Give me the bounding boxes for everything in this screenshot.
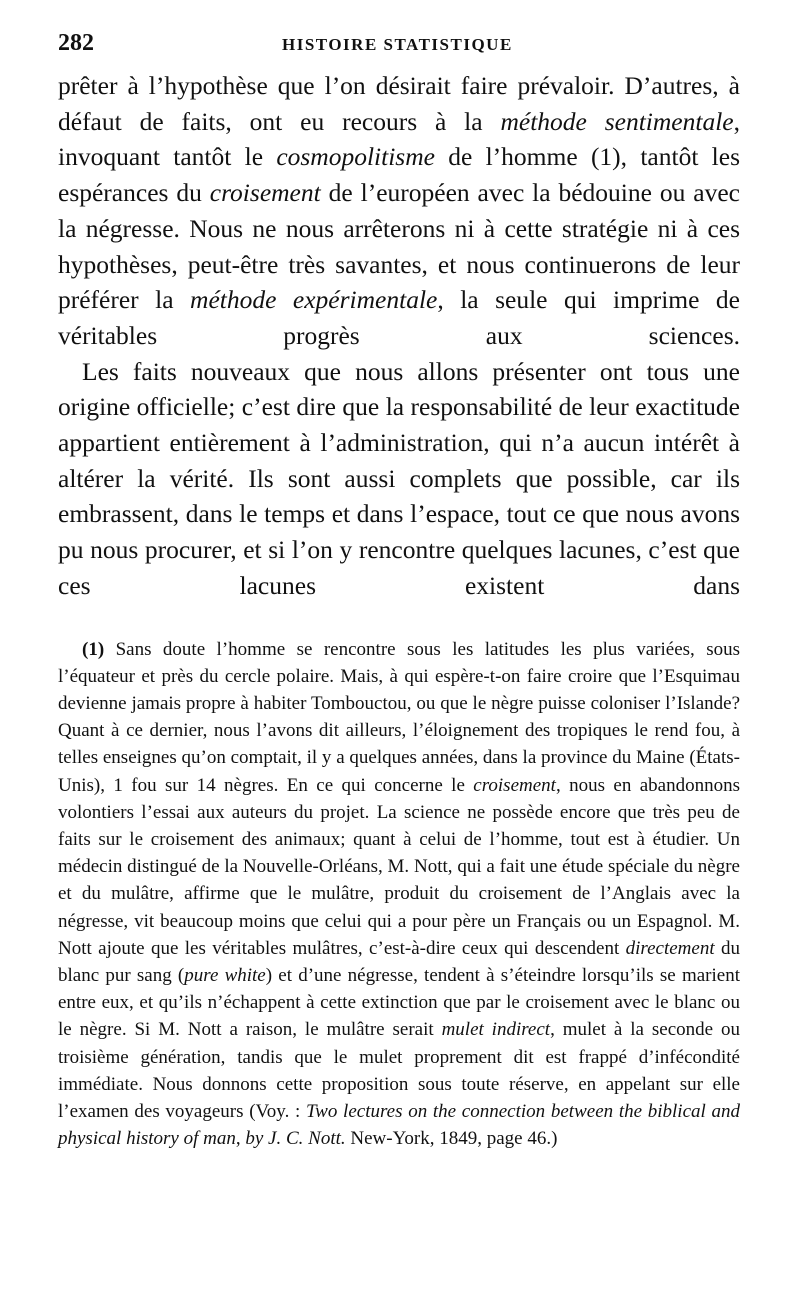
book-page (58, 30, 740, 1152)
italic-span: méthode sentimentale (500, 106, 734, 136)
running-title: HISTOIRE STATISTIQUE (282, 35, 513, 54)
italic-span: directement (625, 937, 715, 959)
text-span: , mulet à la seconde ou troisième génération, tandis que le mulet proprement dit est frappé d’infécondité immédiate. Nous donnons cette proposition sous toute réserve, en appelant sur elle l’examen des voyageurs (Voy. : (58, 1019, 740, 1122)
italic-span: cosmopolitisme (276, 142, 435, 172)
paragraph-1 (58, 68, 740, 354)
footnote-mark: (1) (82, 638, 105, 660)
text-span: , la seule qui imprime de véritables progrès aux sciences. (58, 285, 740, 350)
footnote (58, 636, 740, 1153)
running-head (58, 30, 740, 64)
italic-span: by J. C. Nott. (245, 1128, 346, 1150)
main-text (58, 68, 740, 604)
text-span: New-York, 1849, page 46.) (345, 1128, 558, 1150)
italic-span: croisement (473, 774, 556, 796)
italic-span: mulet indirect (441, 1019, 551, 1041)
footnote-paragraph (58, 636, 740, 1153)
italic-span: Two lectures on the connection between the biblical and physical history of man (58, 1101, 740, 1150)
text-span: , invoquant tantôt le (58, 106, 740, 172)
text-span: prêter à l’hypothèse que l’on désirait faire prévaloir. D’autres, à défaut de faits, ont eu recours à la (58, 71, 740, 136)
italic-span: méthode expérimentale (190, 285, 438, 315)
page-number: 282 (58, 30, 94, 56)
text-span: du blanc pur sang ( (58, 937, 740, 986)
text-span: , (235, 1128, 246, 1150)
italic-span: croisement (209, 178, 321, 208)
text-span: de l’homme (1), tantôt les espérances du (58, 142, 741, 208)
italic-span: pure white (184, 964, 266, 986)
text-span: ) et d’une négresse, tendent à s’éteindre lorsqu’ils se marient entre eux, et qu’ils n’échappent à cette extinction que par le croisement avec le blanc ou le nègre. Si M. Nott a raison, le mulâtre serait (58, 964, 740, 1041)
text-span: , nous en abandonnons volontiers l’essai aux auteurs du projet. La science ne possède encore que très peu de faits sur le croisement des animaux; quant à celui de l’homme, tout est à étudier. Un médecin distingué de la Nouvelle-Orléans, M. Nott, qui a fait une étude spéciale du nègre et du mulâtre, affirme que le mulâtre, produit du croisement de l’Anglais avec la négresse, vit beaucoup moins que celui qui a pour père un Français ou un Espagnol. M. Nott ajoute que les véritables mulâtres, c’est-à-dire ceux qui descendent (58, 774, 740, 959)
text-span: Sans doute l’homme se rencontre sous les latitudes les plus variées, sous l’équateur et près du cercle polaire. Mais, à qui espère-t-on faire croire que l’Esquimau devienne jamais propre à habiter Tombouctou, ou que le nègre puisse coloniser l’Islande? Quant à ce dernier, nous l’avons dit ailleurs, l’éloignement des tropiques le rend fou, à telles enseignes qu’on comptait, il y a quelques années, dans la province du Maine (États-Unis), 1 fou sur 14 nègres. En ce qui concerne le (58, 638, 740, 796)
paragraph-2: Les faits nouveaux que nous allons présenter ont tous une origine officielle; c’est dire que la responsabilité de leur exactitude appartient entièrement à l’administration, qui n’a aucun intérêt à altérer la vérité. Ils sont aussi complets que possible, car ils embrassent, dans le temps et dans l’espace, tout ce que nous avons pu nous procurer, et si l’on y rencontre quelques lacunes, c’est que ces lacunes existent dans (58, 356, 740, 600)
text-span: de l’européen avec la bédouine ou avec la négresse. Nous ne nous arrêterons ni à cette stratégie ni à ces hypothèses, peut-être très savantes, et nous continuerons de leur préférer la (58, 178, 740, 315)
